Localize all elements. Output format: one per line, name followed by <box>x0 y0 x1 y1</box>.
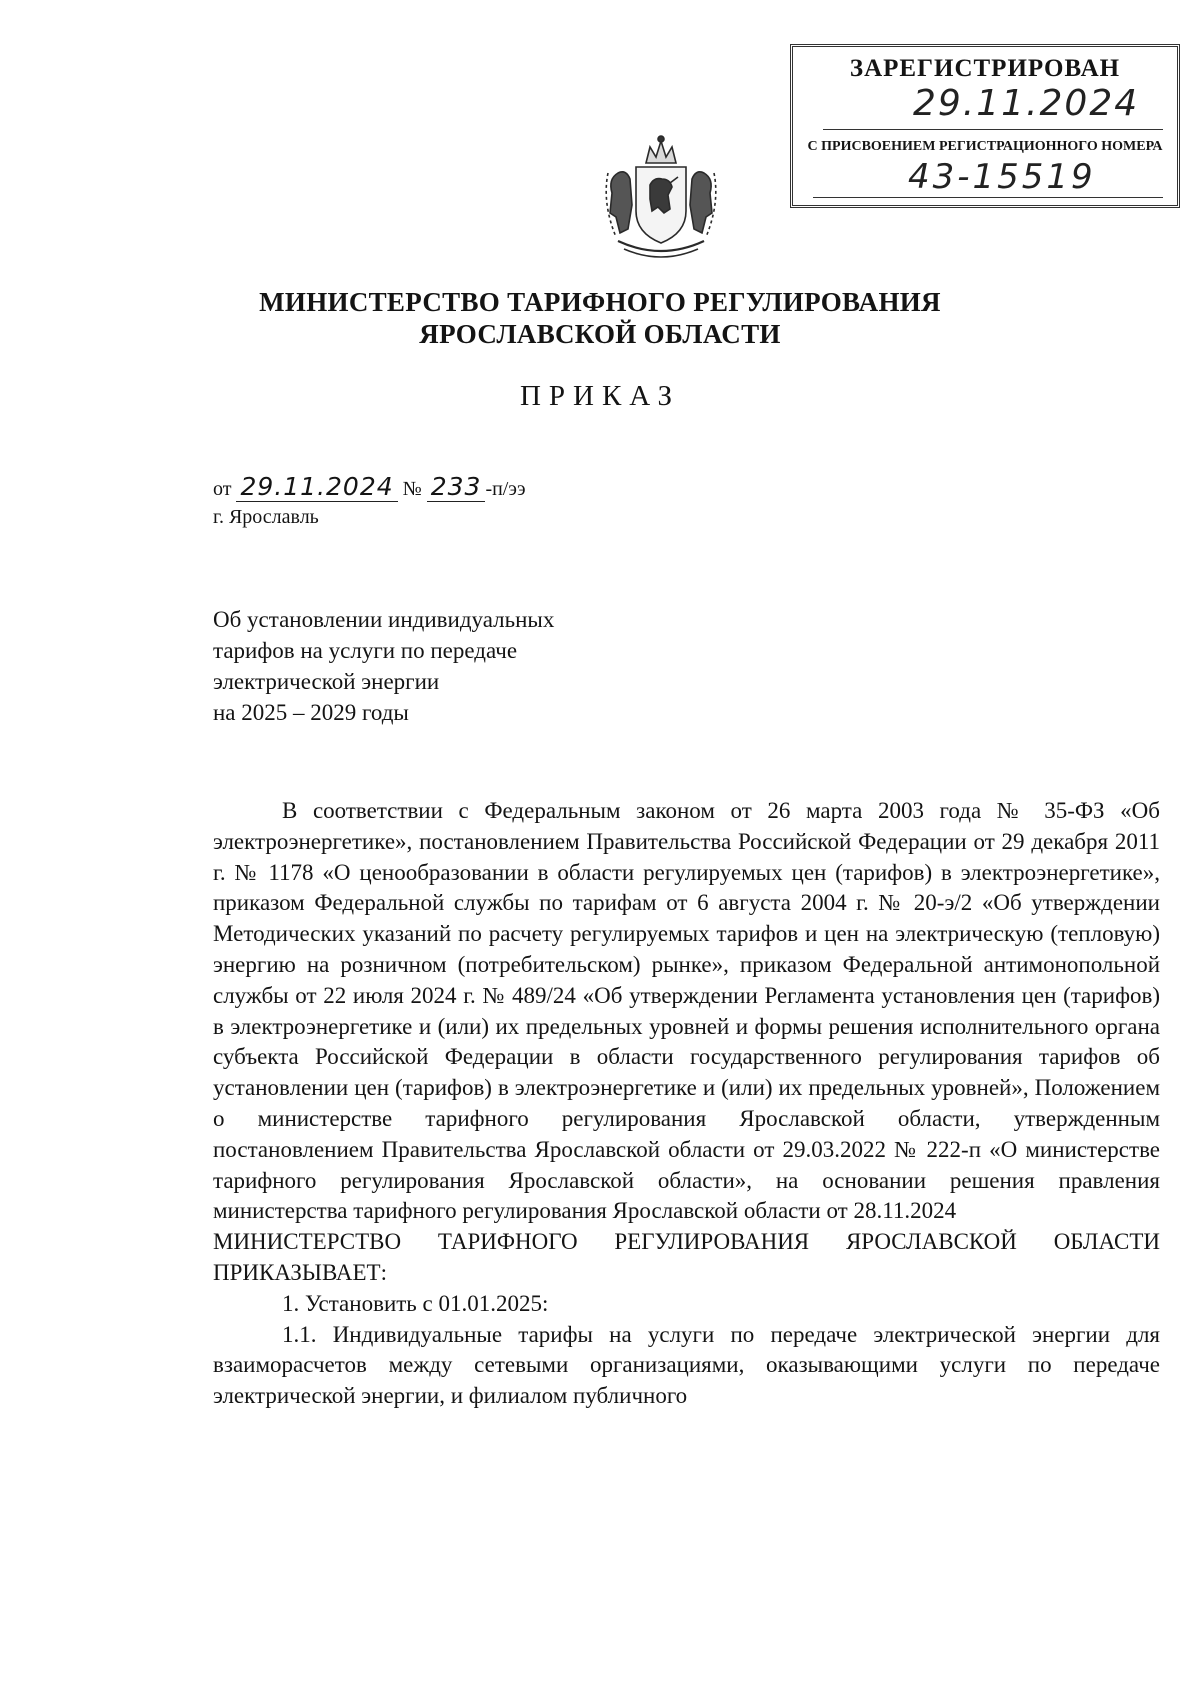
preamble-paragraph: В соответствии с Федеральным законом от 26 марта 2003 года № 35-ФЗ «Об электроэнергетике», постановлением Правительства Российской Федерации от 29 декабря 2011 г. № 1178 «О ценообразовании в области регулируемых цен (тарифов) в электроэнергетике», приказом Федеральной службы по тарифам от 6 августа 2004 г. № 20-э/2 «Об утверждении Методических указаний по расчету регулируемых тарифов и цен на электрическую (тепловую) энергию на розничном (потребительском) рынке», приказом Федеральной антимонопольной службы от 22 июля 2024 г. № 489/24 «Об утверждении Регламента установления цен (тарифов) в электроэнергетике и (или) их предельных уровней и формы решения исполнительного органа субъекта Российской Федерации в области государственного регулирования тарифов об установлении цен (тарифов) в электроэнергетике и (или) их предельных уровней», Положением о министерстве тарифного регулирования Ярославской области, утвержденным постановлением Правительства Ярославской области от 29.03.2022 № 222-п «О министерстве тарифного регулирования Ярославской области», на основании решения правления министерства тарифного регулирования Ярославской области от 28.11.2024 <box>213 798 1160 1224</box>
order-city: г. Ярославль <box>213 506 319 528</box>
stamp-number: 43-15519 <box>908 157 1096 197</box>
ministry-name-line2: ЯРОСЛАВСКОЙ ОБЛАСТИ <box>419 319 781 349</box>
order-date-line <box>213 472 526 501</box>
subject-line: Об установлении индивидуальных <box>213 607 555 632</box>
ministry-name-line1: МИНИСТЕРСТВО ТАРИФНОГО РЕГУЛИРОВАНИЯ <box>259 287 941 317</box>
subject-line: тарифов на услуги по передаче <box>213 638 518 663</box>
document-type: ПРИКАЗ <box>519 380 681 412</box>
order-date: 29.11.2024 <box>236 472 397 502</box>
stamp-date: 29.11.2024 <box>913 83 1140 124</box>
stamp-divider <box>813 197 1163 198</box>
registration-stamp <box>790 44 1180 208</box>
stamp-title: ЗАРЕГИСТРИРОВАН <box>849 55 1121 82</box>
order-body <box>213 796 1160 1412</box>
item-1-1: 1.1. Индивидуальные тарифы на услуги по передаче электрической энергии для взаиморасчетов между сетевыми организациями, оказывающими услуги по передаче электрической энергии, и филиалом публичного <box>213 1321 1160 1409</box>
order-number: 233 <box>427 472 486 502</box>
stamp-subtitle: С ПРИСВОЕНИЕМ РЕГИСТРАЦИОННОГО НОМЕРА <box>807 139 1163 154</box>
order-from-label: от <box>213 478 232 500</box>
order-subject <box>213 604 554 728</box>
order-number-suffix: -п/ээ <box>485 478 526 500</box>
subject-line: электрической энергии <box>213 669 440 694</box>
subject-line: на 2025 – 2029 годы <box>213 700 409 725</box>
resolution-paragraph: МИНИСТЕРСТВО ТАРИФНОГО РЕГУЛИРОВАНИЯ ЯРОСЛАВСКОЙ ОБЛАСТИ ПРИКАЗЫВАЕТ: <box>213 1229 1160 1285</box>
stamp-divider <box>823 129 1163 130</box>
item-1: 1. Установить с 01.01.2025: <box>282 1290 549 1316</box>
ministry-name <box>0 286 1200 350</box>
order-number-label: № <box>402 478 422 500</box>
coat-of-arms-icon <box>598 133 724 263</box>
